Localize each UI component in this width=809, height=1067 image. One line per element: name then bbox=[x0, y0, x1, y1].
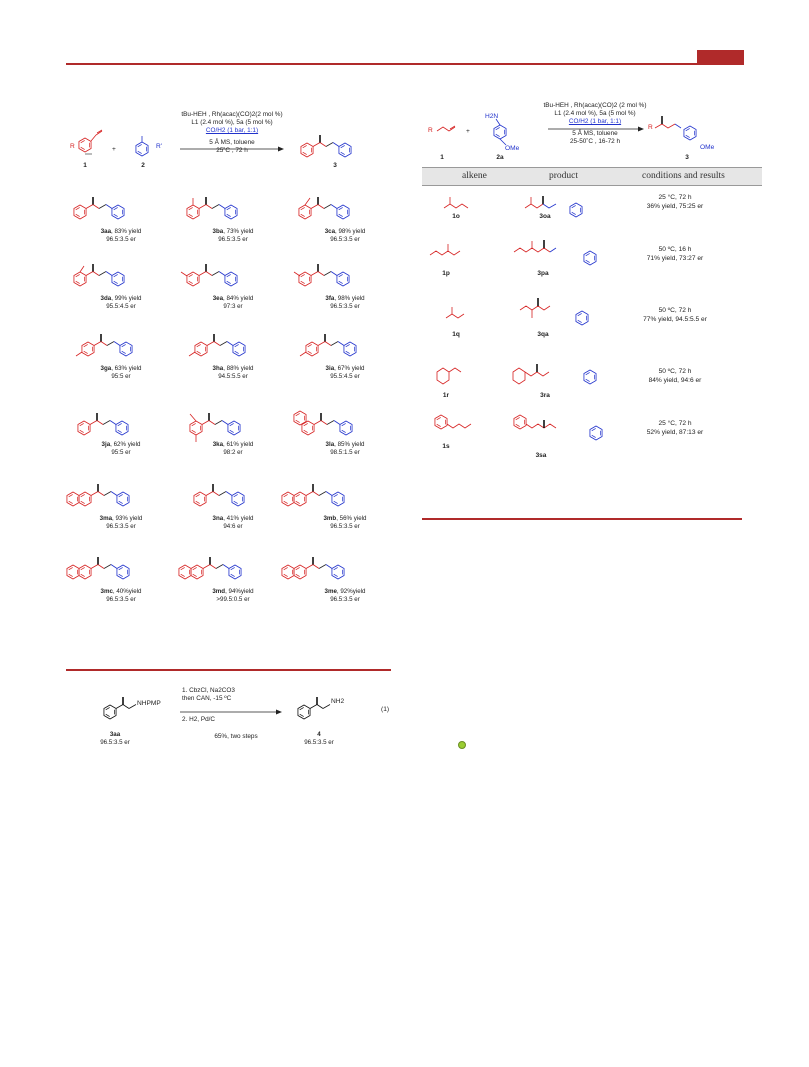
left-reactant2-label: 2 bbox=[141, 162, 145, 169]
right-amine-label: H2N bbox=[485, 113, 499, 120]
eq-number: (1) bbox=[381, 706, 390, 713]
right-cond-2: L1 (2.4 mol %), 5a (5 mol %) bbox=[554, 110, 636, 117]
th-product: product bbox=[549, 171, 579, 181]
left-cond-2: L1 (2.4 mol %), 5a (5 mol %) bbox=[191, 119, 273, 126]
eq-reactant-label: NHPMP bbox=[137, 700, 161, 707]
row5-alkene: 1s bbox=[442, 443, 450, 450]
row5-product: 3sa bbox=[535, 452, 547, 459]
left-conditions bbox=[180, 111, 284, 155]
row1-alkene: 1o bbox=[452, 213, 460, 220]
product-3md: 3md, 94%yield >99.5:0.5 er bbox=[212, 588, 254, 603]
product-3ka: 3ka, 61% yield 98:2 er bbox=[212, 441, 254, 456]
right-cond-3: CO/H2 (1 bar, 1:1) bbox=[568, 118, 622, 125]
status-dot bbox=[458, 741, 466, 749]
eq-product-caption: 4 96.5:3.5 er bbox=[304, 731, 334, 746]
product-3na: 3na, 41% yield 94:6 er bbox=[212, 515, 254, 530]
product-3fa: 3fa, 98% yield 96.5:3.5 er bbox=[325, 295, 365, 310]
table-header bbox=[422, 167, 762, 186]
right-product-r-group: R bbox=[648, 124, 653, 131]
row3-product: 3qa bbox=[537, 331, 549, 338]
product-3la: 3la, 85% yield 98.5:1.5 er bbox=[325, 441, 365, 456]
product-3ma: 3ma, 93% yield 96.5:3.5 er bbox=[99, 515, 143, 530]
row2-alkene: 1p bbox=[442, 270, 450, 277]
product-3ia: 3ia, 67% yield 95.5:4.5 er bbox=[325, 365, 365, 380]
th-alkene: alkene bbox=[462, 171, 487, 181]
product-3ja: 3ja, 62% yield 95:5 er bbox=[101, 441, 141, 456]
left-cond-5: 25˚C , 72 h bbox=[216, 147, 248, 154]
right-r-group: R bbox=[428, 127, 433, 134]
right-ome-label: OMe bbox=[505, 145, 520, 152]
right-product-ome-label: OMe bbox=[700, 144, 715, 151]
right-reactant1-label: 1 bbox=[440, 154, 444, 161]
row1-product: 3oa bbox=[539, 213, 551, 220]
left-product-label: 3 bbox=[333, 162, 337, 169]
product-3da: 3da, 99% yield 95.5:4.5 er bbox=[100, 295, 142, 310]
eq-conditions-top bbox=[182, 687, 278, 703]
row3-alkene: 1q bbox=[452, 331, 460, 338]
row3-results: 50 ºC, 72 h 77% yield, 94.5:5.5 er bbox=[643, 307, 707, 323]
eq-product-label: NH2 bbox=[331, 698, 345, 705]
product-3aa: 3aa, 83% yield 96.5:3.5 er bbox=[100, 228, 142, 243]
right-reactant2-label: 2a bbox=[496, 154, 504, 161]
product-3mc: 3mc, 40%yield 96.5:3.5 er bbox=[100, 588, 142, 603]
product-3mb: 3mb, 56% yield 96.5:3.5 er bbox=[323, 515, 367, 530]
row4-product: 3ra bbox=[540, 392, 550, 399]
right-cond-5: 25-50˚C , 16-72 h bbox=[569, 138, 621, 145]
plus-sign-left: + bbox=[112, 146, 116, 153]
product-3ha: 3ha, 88% yield 94.5:5.5 er bbox=[212, 365, 254, 380]
product-3me: 3me, 92%yield 96.5:3.5 er bbox=[324, 588, 366, 603]
product-3ga: 3ga, 63% yield 95:5 er bbox=[100, 365, 142, 380]
eq-step1b: then CAN, -15 ºC bbox=[182, 695, 232, 702]
right-conditions bbox=[536, 102, 654, 146]
plus-sign-right: + bbox=[466, 128, 470, 135]
row4-results: 50 ºC, 72 h 84% yield, 94:6 er bbox=[648, 368, 702, 384]
left-cond-4: 5 Å MS, toluene bbox=[209, 139, 255, 146]
product-3ca: 3ca, 98% yield 96.5:3.5 er bbox=[324, 228, 366, 243]
eq-step2: 2. H2, Pd/C bbox=[182, 716, 216, 723]
row2-results: 50 ºC, 16 h 71% yield, 73:27 er bbox=[646, 246, 704, 262]
th-conditions: conditions and results bbox=[642, 171, 725, 181]
product-3ba: 3ba, 73% yield 96.5:3.5 er bbox=[212, 228, 254, 243]
left-reactant1-label: 1 bbox=[83, 162, 87, 169]
right-cond-1: tBu-HEH , Rh(acac)(CO)2 (2 mol %) bbox=[543, 102, 647, 109]
left-cond-1: tBu-HEH , Rh(acac)(CO)2(2 mol %) bbox=[181, 111, 283, 118]
row1-results: 25 °C, 72 h 36% yield, 75:25 er bbox=[646, 194, 704, 210]
left-cond-3: CO/H2 (1 bar, 1:1) bbox=[205, 127, 259, 134]
right-product-label: 3 bbox=[685, 154, 689, 161]
eq-step1: 1. CbzCl, Na2CO3 bbox=[182, 687, 235, 694]
row2-product: 3pa bbox=[537, 270, 549, 277]
row5-results: 25 °C, 72 h 52% yield, 87:13 er bbox=[646, 420, 704, 436]
left-r-group: R bbox=[70, 143, 75, 150]
eq-yield: 65%, two steps bbox=[214, 733, 258, 740]
right-cond-4: 5 Å MS, toluene bbox=[572, 130, 618, 137]
eq-reactant-caption: 3aa 96.5:3.5 er bbox=[100, 731, 130, 746]
product-3ea: 3ea, 84% yield 97:3 er bbox=[212, 295, 254, 310]
row4-alkene: 1r bbox=[442, 392, 450, 399]
left-rprime-group: R' bbox=[156, 143, 163, 150]
